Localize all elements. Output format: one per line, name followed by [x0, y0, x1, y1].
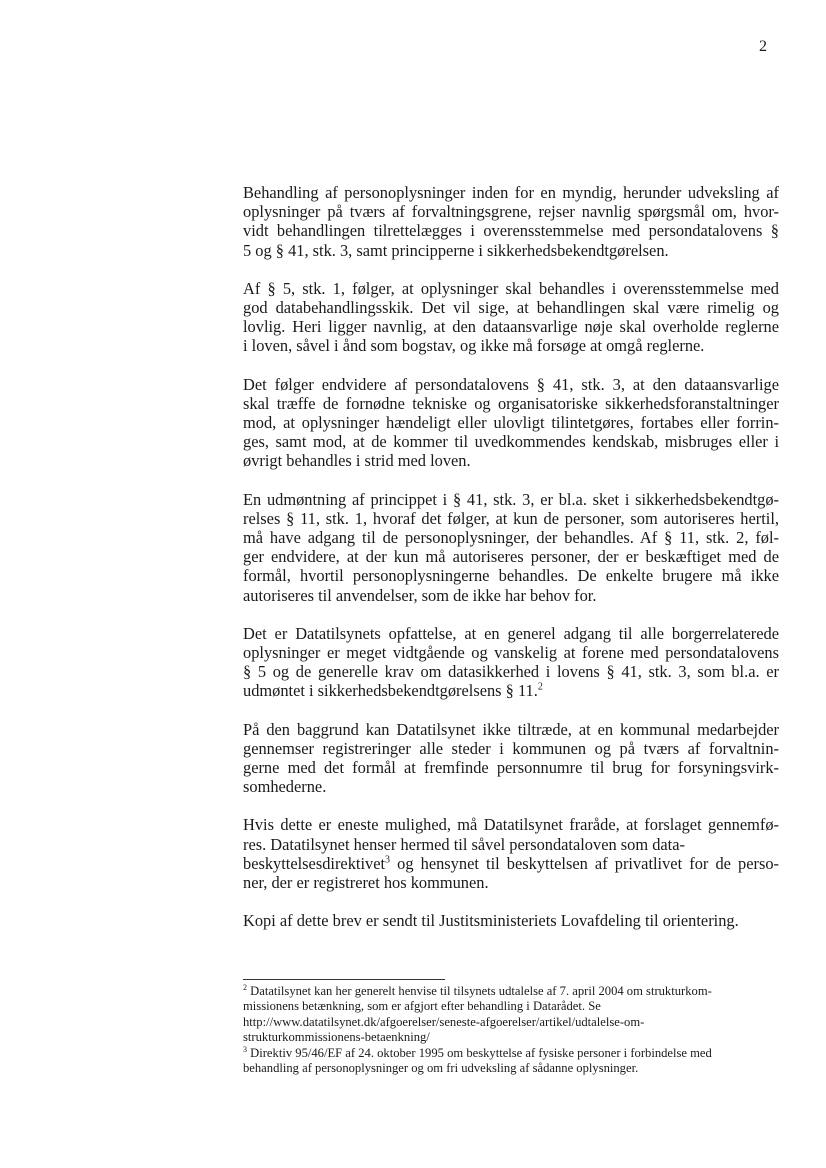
text-line: må have adgang til de personoplysninger, der behandles. Af § 11, stk. 2, føl-: [243, 528, 779, 548]
text-line: relses § 11, stk. 1, hvoraf det følger, at kun de personer, som autoriseres hertil,: [243, 508, 779, 528]
footnote-line: [243, 1046, 779, 1061]
letter-body: [243, 183, 779, 950]
text-line: Hvis dette er eneste mulighed, må Datatilsynet fraråde, at forslaget gennemfø-: [243, 815, 779, 835]
footnote-ref-3: 3: [385, 854, 391, 866]
text-line: På den baggrund kan Datatilsynet ikke tiltræde, at en kommunal medarbejder: [243, 719, 779, 739]
footnote-marker: 3: [243, 1044, 247, 1054]
text-line: ner, der er registreret hos kommunen.: [243, 873, 489, 893]
text-line: i loven, såvel i ånd som bogstav, og ikke må forsøge at omgå reglerne.: [243, 336, 705, 356]
text-line: Behandling af personoplysninger inden for en myndig, herunder udveksling af: [243, 183, 779, 202]
paragraph-1: [243, 183, 779, 260]
text-line: § 5 og de generelle krav om datasikkerhed i lovens § 41, stk. 3, som bl.a. er: [243, 662, 779, 682]
text-line: oplysninger på tværs af forvaltningsgrene, rejser navnlig spørgsmål om, hvor-: [243, 202, 779, 222]
footnote-link[interactable]: http://www.datatilsynet.dk/afgoerelser/seneste-afgoerelser/artikel/udtalelse-om-: [243, 1014, 645, 1029]
text-line: [243, 681, 779, 700]
paragraph-3: [243, 375, 779, 471]
text-line-content: beskyttelsesdirektivet: [243, 853, 386, 873]
text-line: ger endvidere, at der kun må autoriseres personer, der er beskæftiget med de: [243, 547, 779, 567]
paragraph-2: [243, 279, 779, 356]
text-line: skal træffe de fornødne tekniske og organisatoriske sikkerhedsforanstaltninger: [243, 393, 779, 413]
paragraph-8: [243, 911, 779, 930]
text-line: ges, samt mod, at de kommer til uvedkommendes kendskab, misbruges eller i: [243, 432, 779, 452]
paragraph-4: [243, 490, 779, 605]
paragraph-7: [243, 815, 779, 892]
text-line: mod, at oplysninger hændeligt eller ulovligt tilintetgøres, fortabes eller forrin-: [243, 413, 779, 433]
text-line: En udmøntning af princippet i § 41, stk. 3, er bl.a. sket i sikkerhedsbekendtgø-: [243, 489, 779, 509]
text-line: autoriseres til anvendelser, som de ikke har behov for.: [243, 585, 597, 605]
footnote-2: [243, 984, 779, 1046]
text-line: gerne med det formål at fremfinde personnumre til brug for forsyningsvirk-: [243, 758, 779, 778]
text-line: Af § 5, stk. 1, følger, at oplysninger skal behandles i overensstemmelse med: [243, 278, 779, 298]
text-line: Det er Datatilsynets opfattelse, at en generel adgang til alle borgerrelaterede: [243, 623, 779, 643]
text-line: øvrigt behandles i strid med loven.: [243, 451, 471, 471]
text-line-content: og hensynet til beskyttelsen af privatlivet for de perso-: [390, 853, 779, 873]
footnote-line: [243, 984, 779, 999]
footnote-text: Datatilsynet kan her generelt henvise til tilsynets udtalelse af 7. april 2004 om strukturkom-: [247, 984, 712, 998]
page-number: 2: [759, 38, 767, 55]
footnote-line: missionens betænkning, som er afgjort efter behandling i Datarådet. Se: [243, 999, 601, 1014]
footnote-link[interactable]: strukturkommissionens-betaenkning/: [243, 1030, 430, 1045]
text-line: lovlig. Heri ligger navnlig, at den dataansvarlige nøje skal overholde reglerne: [243, 317, 779, 337]
footnote-line: behandling af personoplysninger og om fri udveksling af sådanne oplysninger.: [243, 1061, 639, 1076]
text-line: formål, hvortil personoplysningerne behandles. De enkelte brugere må ikke: [243, 566, 779, 586]
footnote-divider: [243, 979, 445, 980]
paragraph-5: [243, 624, 779, 701]
text-line: Kopi af dette brev er sendt til Justitsministeriets Lovafdeling til orientering.: [243, 911, 739, 931]
text-line: god databehandlingsskik. Det vil sige, at behandlingen skal være rimelig og: [243, 298, 779, 318]
text-line: vidt behandlingen tilrettelægges i overensstemmelse med persondatalovens §: [243, 221, 779, 241]
footnote-text: Direktiv 95/46/EF af 24. oktober 1995 om beskyttelse af fysiske personer i forbindelse med: [247, 1045, 712, 1060]
footnote-3: [243, 1046, 779, 1077]
text-line: 5 og § 41, stk. 3, samt principperne i sikkerhedsbekendtgørelsen.: [243, 240, 669, 260]
paragraph-6: [243, 720, 779, 797]
text-line: [243, 854, 779, 873]
text-line-content: udmøntet i sikkerhedsbekendtgørelsens § 11.: [243, 681, 538, 701]
text-line: oplysninger er meget vidtgående og vanskelig at forene med persondatalovens: [243, 643, 779, 663]
footnote-ref-2: 2: [537, 682, 543, 693]
text-line: somhederne.: [243, 777, 327, 797]
text-line: Det følger endvidere af persondatalovens § 41, stk. 3, at den dataansvarlige: [243, 374, 779, 394]
footnotes: [243, 984, 779, 1076]
text-line: res. Datatilsynet henser hermed til såvel persondataloven som data-: [243, 834, 685, 854]
footnote-marker: 2: [243, 982, 247, 992]
text-line: gennemser registreringer alle steder i kommunen og på tværs af forvaltnin-: [243, 738, 779, 758]
